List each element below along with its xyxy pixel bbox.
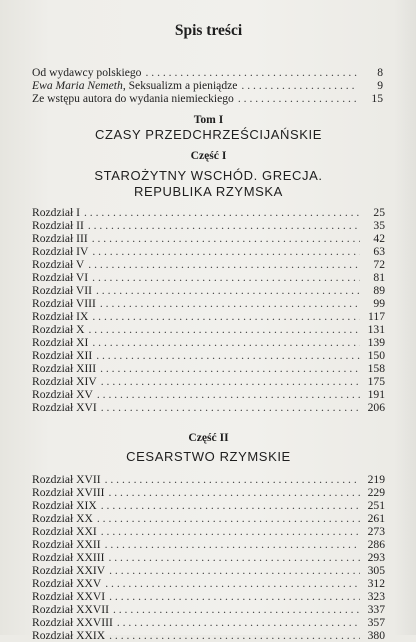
chapter-entry [32,564,385,577]
dot-leader [105,577,360,590]
chapter-label: Rozdział XXVIII [32,615,113,629]
toc-entry-page: 9 [377,79,383,93]
chapter-label: Rozdział V [32,257,85,271]
chapter-list [32,473,385,642]
toc-entry-page: 15 [371,92,383,106]
toc-entry-label: Ze wstępu autora do wydania niemieckiego [32,92,234,106]
dot-leader [109,629,360,642]
chapter-entry [32,349,385,362]
dot-leader [101,401,360,414]
part-title-line-1: STAROŻYTNY WSCHÓD. GRECJA. [94,167,323,183]
part-label: Część II [188,430,229,444]
chapter-label: Rozdział IV [32,244,89,258]
chapter-label: Rozdział XXIII [32,550,105,564]
chapter-page: 25 [373,205,385,219]
chapter-page: 191 [367,387,385,401]
dot-leader [84,206,360,219]
volume-title: CZASY PRZEDCHRZEŚCIJAŃSKIE [94,126,322,142]
page-edge-shadow [394,0,416,635]
dot-leader [108,486,360,499]
chapter-label: Rozdział XII [32,348,93,362]
chapter-page: 89 [373,283,385,297]
volume-section [32,113,385,414]
chapter-entry [32,297,385,310]
dot-leader [105,473,360,486]
part-title-line-2: REPUBLIKA RZYMSKA [134,183,283,199]
dot-leader [109,564,360,577]
chapter-label: Rozdział VII [32,283,92,297]
chapter-page: 99 [373,296,385,310]
chapter-page: 175 [367,374,385,388]
chapter-page: 305 [367,563,385,577]
toc-entry-page: 8 [377,66,383,79]
page-title: Spis treści [174,22,243,39]
chapter-label: Rozdział XXVII [32,602,109,616]
chapter-label: Rozdział XXI [32,524,97,538]
chapter-page: 229 [367,485,385,499]
chapter-entry [32,284,385,297]
chapter-label: Rozdział XIX [32,498,97,512]
chapter-page: 273 [367,524,385,538]
chapter-entry [32,538,385,551]
chapter-label: Rozdział XXVI [32,589,106,603]
dot-leader [117,616,360,629]
chapter-page: 380 [367,628,385,642]
chapter-list [32,206,385,414]
dot-leader [88,258,360,271]
chapter-entry [32,388,385,401]
dot-leader [88,323,360,336]
chapter-entry [32,271,385,284]
dot-leader [96,284,360,297]
chapter-entry [32,590,385,603]
dot-leader [92,232,360,245]
chapter-page: 72 [373,257,385,271]
chapter-entry [32,258,385,271]
chapter-page: 337 [367,602,385,616]
chapter-entry [32,375,385,388]
toc-entry [32,79,385,92]
chapter-label: Rozdział XXV [32,576,102,590]
chapter-page: 131 [367,322,385,336]
dot-leader [238,92,358,105]
dot-leader [92,271,360,284]
dot-leader [101,375,360,388]
chapter-label: Rozdział III [32,231,88,245]
dot-leader [96,349,360,362]
part-title: CESARSTWO RZYMSKIE [126,448,291,464]
chapter-page: 158 [367,361,385,375]
chapter-entry [32,473,385,486]
dot-leader [92,245,360,258]
chapter-entry [32,245,385,258]
chapter-label: Rozdział XXII [32,537,101,551]
chapter-page: 139 [367,335,385,349]
intro-section [32,66,385,106]
dot-leader [92,310,360,323]
dot-leader [88,219,360,232]
chapter-entry [32,336,385,349]
chapter-page: 35 [373,218,385,232]
chapter-page: 312 [367,576,385,590]
toc-entry [32,92,385,105]
chapter-page: 206 [367,400,385,414]
chapter-entry [32,551,385,564]
dot-leader [100,362,360,375]
chapter-page: 261 [367,511,385,525]
chapter-entry [32,525,385,538]
chapter-page: 150 [367,348,385,362]
chapter-entry [32,603,385,616]
toc-entry [32,66,385,79]
chapter-label: Rozdział XVII [32,472,101,486]
chapter-label: Rozdział XVI [32,400,97,414]
chapter-page: 251 [367,498,385,512]
chapter-label: Rozdział I [32,205,80,219]
chapter-entry [32,362,385,375]
dot-leader [105,538,360,551]
chapter-entry [32,206,385,219]
chapter-label: Rozdział IX [32,309,89,323]
dot-leader [113,603,360,616]
chapter-label: Rozdział VIII [32,296,96,310]
chapter-page: 81 [373,270,385,284]
dot-leader [101,499,360,512]
chapter-label: Rozdział XIII [32,361,97,375]
chapter-entry [32,232,385,245]
chapter-label: Rozdział XIV [32,374,97,388]
chapter-label: Rozdział VI [32,270,89,284]
chapter-entry [32,323,385,336]
chapter-label: Rozdział XXIV [32,563,106,577]
dot-leader [97,512,360,525]
dot-leader [109,590,360,603]
dot-leader [145,66,358,79]
chapter-entry [32,486,385,499]
chapter-label: Rozdział XXIX [32,628,106,642]
chapter-page: 63 [373,244,385,258]
chapter-label: Rozdział X [32,322,85,336]
dot-leader [97,388,360,401]
part-section [32,431,385,642]
dot-leader [108,551,360,564]
chapter-entry [32,401,385,414]
volume-label: Tom I [193,112,224,126]
chapter-label: Rozdział XI [32,335,89,349]
chapter-page: 323 [367,589,385,603]
dot-leader [100,297,360,310]
chapter-page: 219 [367,472,385,486]
author-name: Ewa Maria Nemeth [32,79,123,93]
chapter-label: Rozdział II [32,218,84,232]
chapter-label: Rozdział XX [32,511,93,525]
chapter-entry [32,616,385,629]
chapter-entry [32,499,385,512]
dot-leader [101,525,360,538]
chapter-page: 117 [368,309,385,323]
toc-entry-label [32,79,237,92]
chapter-entry [32,512,385,525]
chapter-label: Rozdział XV [32,387,93,401]
chapter-entry [32,219,385,232]
chapter-entry [32,310,385,323]
chapter-entry [32,629,385,642]
chapter-label: Rozdział XVIII [32,485,105,499]
chapter-page: 357 [367,615,385,629]
dot-leader [92,336,360,349]
chapter-page: 42 [373,231,385,245]
dot-leader [241,79,358,92]
chapter-entry [32,577,385,590]
toc-entry-label: Od wydawcy polskiego [32,66,142,79]
chapter-page: 293 [367,550,385,564]
chapter-page: 286 [367,537,385,551]
part-label: Część I [190,148,227,162]
essay-title: , Seksualizm a pieniądze [122,79,238,93]
